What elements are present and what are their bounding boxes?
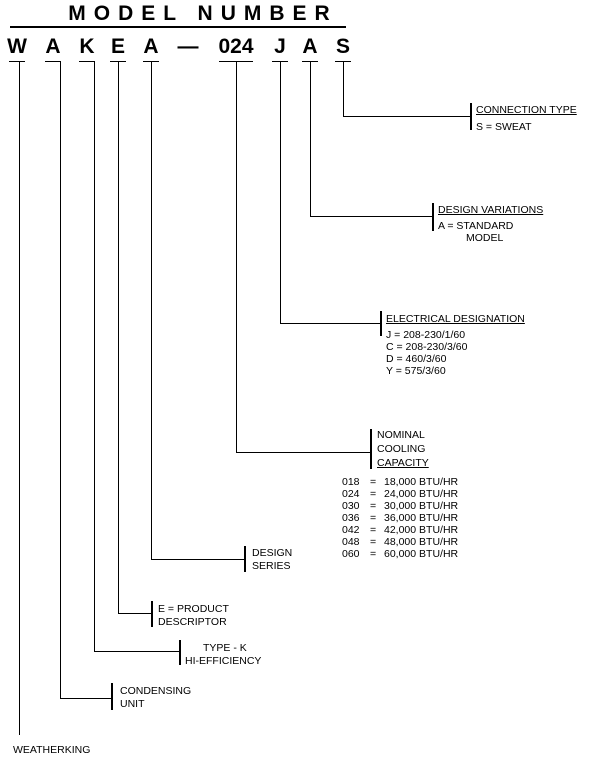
brand-label: WEATHERKING: [13, 744, 91, 756]
equals-sign: =: [370, 512, 377, 524]
leader-descriptor-v: [118, 62, 119, 613]
design-variations-line1: A = STANDARD: [438, 220, 514, 232]
leader-design-series-h: [151, 559, 245, 560]
product-descriptor-line1: E = PRODUCT: [158, 603, 229, 615]
capacity-bracket: [370, 429, 372, 469]
capacity-row: [342, 477, 458, 487]
leader-design-variations-v: [310, 62, 311, 216]
design-variations-bracket: [432, 203, 434, 231]
capacity-value: 24,000 BTU/HR: [384, 488, 459, 500]
leader-design-series-v: [151, 62, 152, 559]
equals-sign: =: [370, 536, 377, 548]
code-char-s: S: [335, 35, 351, 58]
capacity-code: 060: [342, 548, 360, 560]
leader-connection-v: [343, 62, 344, 116]
capacity-heading-1: NOMINAL: [377, 429, 425, 441]
capacity-row: [342, 501, 458, 511]
leader-condensing-v: [60, 62, 61, 698]
model-number-title: MODEL NUMBER: [68, 2, 338, 25]
leader-connection-h: [343, 116, 471, 117]
electrical-row: Y = 575/3/60: [386, 365, 446, 377]
type-line1: TYPE - K: [203, 642, 247, 654]
code-char-a3: A: [302, 35, 318, 58]
capacity-code: 030: [342, 500, 360, 512]
code-underline: [79, 61, 95, 62]
leader-design-variations-h: [310, 216, 433, 217]
capacity-value: 30,000 BTU/HR: [384, 500, 459, 512]
design-series-bracket: [244, 546, 246, 572]
leader-brand-v: [19, 62, 20, 735]
capacity-row: [342, 549, 458, 559]
design-variations-line2: MODEL: [466, 232, 504, 244]
design-series-line2: SERIES: [252, 560, 291, 572]
capacity-row: [342, 489, 458, 499]
leader-electrical-h: [280, 323, 381, 324]
capacity-code: 042: [342, 524, 360, 536]
capacity-row: [342, 513, 458, 523]
code-char-j: J: [274, 35, 286, 58]
code-char-k: K: [79, 35, 95, 58]
leader-type-v: [94, 62, 95, 651]
capacity-code: 036: [342, 512, 360, 524]
capacity-heading-2: COOLING: [377, 443, 426, 455]
connection-bracket: [470, 103, 472, 130]
capacity-code: 024: [342, 488, 360, 500]
electrical-row: C = 208-230/3/60: [386, 341, 468, 353]
condensing-bracket: [111, 683, 113, 710]
leader-descriptor-h: [118, 613, 152, 614]
connection-type-value: S = SWEAT: [476, 121, 532, 133]
equals-sign: =: [370, 500, 377, 512]
equals-sign: =: [370, 476, 377, 488]
capacity-row: [342, 537, 458, 547]
equals-sign: =: [370, 524, 377, 536]
code-capacity: 024: [218, 35, 254, 58]
code-char-e: E: [110, 35, 126, 58]
connection-type-heading: CONNECTION TYPE: [476, 104, 577, 116]
code-char-w: W: [7, 35, 27, 58]
electrical-row: D = 460/3/60: [386, 353, 447, 365]
condensing-line2: UNIT: [120, 698, 145, 710]
capacity-heading-3: CAPACITY: [377, 457, 429, 469]
type-bracket: [179, 640, 181, 665]
capacity-code: 018: [342, 476, 360, 488]
equals-sign: =: [370, 488, 377, 500]
capacity-code: 048: [342, 536, 360, 548]
code-underline: [45, 61, 61, 62]
condensing-line1: CONDENSING: [120, 685, 192, 697]
code-char-a: A: [45, 35, 61, 58]
leader-capacity-h: [236, 452, 371, 453]
code-char-a2: A: [143, 35, 159, 58]
title-rule: [10, 26, 346, 28]
leader-capacity-v: [236, 62, 237, 452]
type-line2: HI-EFFICIENCY: [185, 655, 262, 667]
leader-electrical-v: [280, 62, 281, 323]
design-series-line1: DESIGN: [252, 547, 293, 559]
capacity-value: 36,000 BTU/HR: [384, 512, 459, 524]
electrical-heading: ELECTRICAL DESIGNATION: [386, 313, 525, 325]
product-descriptor-line2: DESCRIPTOR: [158, 616, 227, 628]
descriptor-bracket: [151, 601, 153, 627]
capacity-value: 48,000 BTU/HR: [384, 536, 459, 548]
code-dash: —: [177, 35, 199, 58]
electrical-bracket: [380, 311, 382, 336]
code-underline: [9, 61, 25, 62]
leader-condensing-h: [60, 698, 112, 699]
capacity-value: 60,000 BTU/HR: [384, 548, 459, 560]
capacity-row: [342, 525, 458, 535]
equals-sign: =: [370, 548, 377, 560]
capacity-value: 42,000 BTU/HR: [384, 524, 459, 536]
electrical-row: J = 208-230/1/60: [386, 329, 466, 341]
design-variations-heading: DESIGN VARIATIONS: [438, 204, 544, 216]
leader-type-h: [94, 651, 180, 652]
capacity-value: 18,000 BTU/HR: [384, 476, 459, 488]
